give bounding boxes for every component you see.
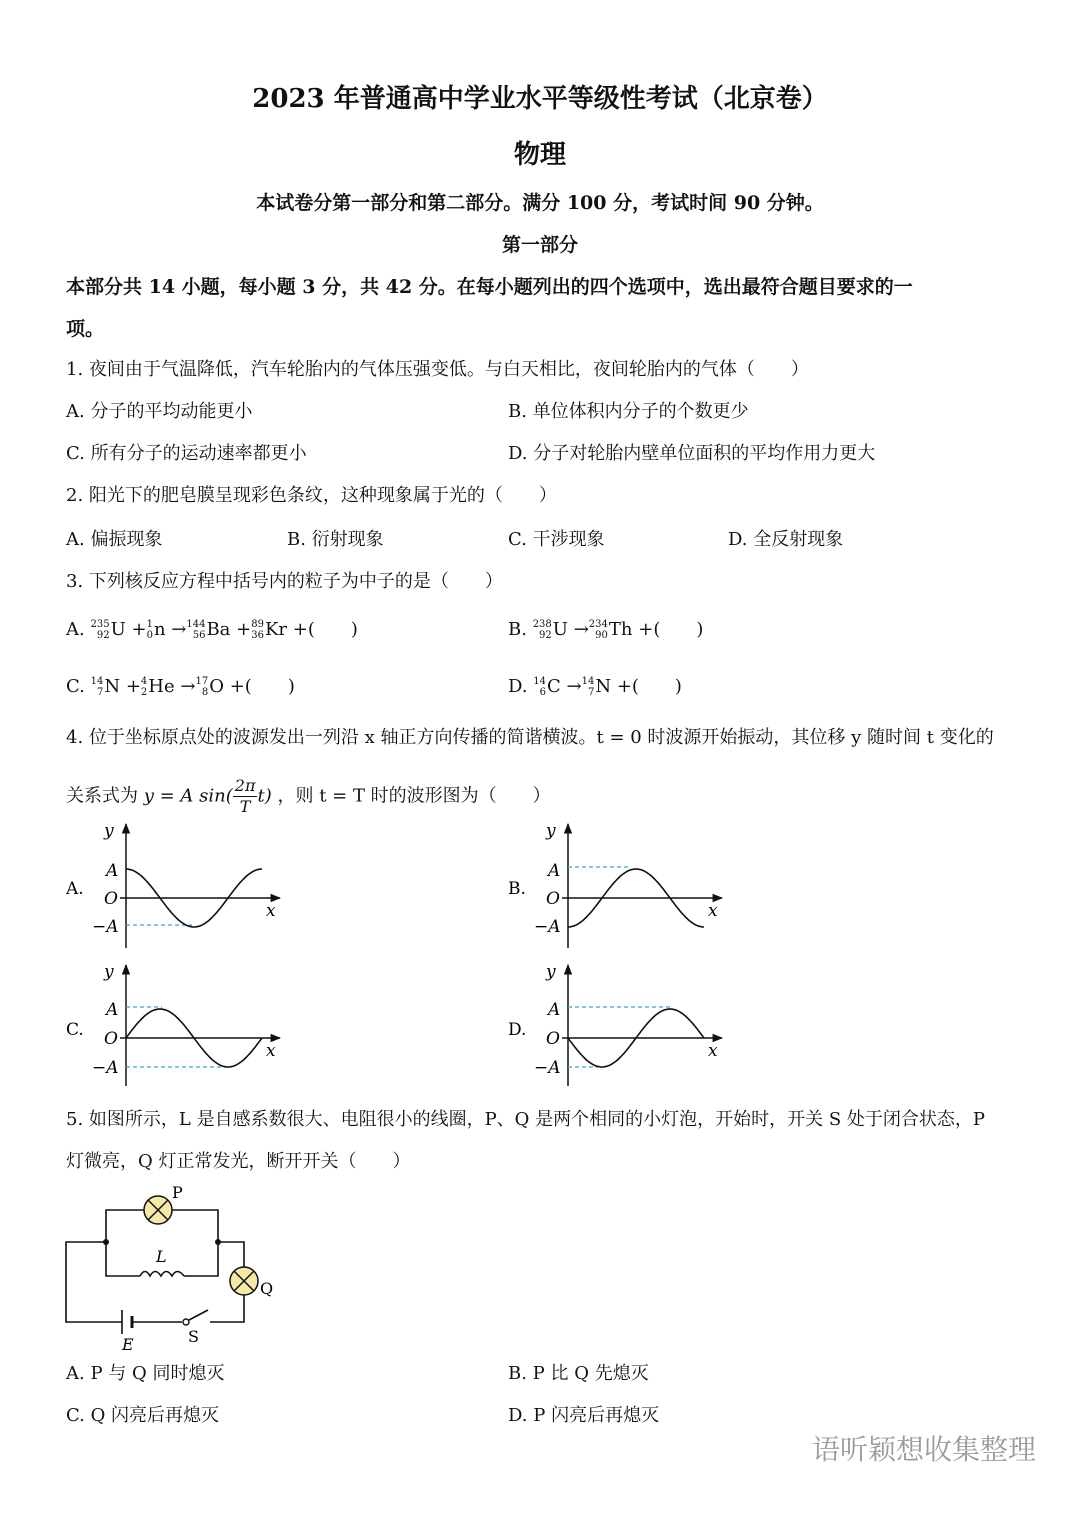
x-axis-label: x: [266, 901, 276, 921]
q5-option-b[interactable]: B. P 比 Q 先熄灭: [508, 1363, 649, 1384]
q5-circuit-diagram: [60, 1182, 300, 1354]
label-s: S: [188, 1327, 199, 1346]
subject-title: 物理: [513, 140, 566, 170]
junction-dot: [215, 1239, 221, 1245]
q5-option-c[interactable]: C. Q 闪亮后再熄灭: [66, 1405, 220, 1426]
watermark: 语听颖想收集整理: [812, 1433, 1037, 1466]
q3-option-c[interactable]: C. 14 7 N + 4 2 He → 17 8 O +( ): [66, 676, 295, 698]
q5-stem-line-1: 5. 如图所示，L 是自感系数很大、电阻很小的线圈，P、Q 是两个相同的小灯泡，开始时，开关 S 处于闭合状态，P: [66, 1109, 986, 1130]
amplitude-label: A: [548, 1000, 561, 1020]
bulb-q: [230, 1267, 258, 1295]
battery-e: [122, 1310, 132, 1334]
q4-option-b-label: B.: [508, 879, 526, 899]
amplitude-label: A: [106, 861, 119, 881]
origin-label: O: [104, 889, 118, 909]
label-e: E: [122, 1335, 134, 1354]
q3-option-b[interactable]: B. 238 92 U → 234 90 Th +( ): [508, 619, 704, 641]
inductor-coil: [140, 1272, 184, 1277]
q4-graph-a[interactable]: [65, 821, 280, 948]
x-axis-label: x: [708, 901, 718, 921]
q4-graph-c[interactable]: [66, 962, 280, 1086]
q4-stem-line-1: 4. 位于坐标原点处的波源发出一列沿 x 轴正方向传播的简谐横波。t = 0 时波源开始振动，其位移 y 随时间 t 变化的: [66, 727, 994, 748]
q5-option-d[interactable]: D. P 闪亮后再熄灭: [508, 1405, 660, 1426]
q5-stem-line-2: 灯微亮，Q 灯正常发光，断开开关（ ）: [66, 1151, 411, 1172]
q1-option-b[interactable]: B. 单位体积内分子的个数更少: [508, 401, 749, 422]
q3-option-a[interactable]: A. 235 92 U + 1 0 n → 144 56 Ba + 89 36 Kr +( ): [66, 619, 358, 641]
bulb-p: [144, 1196, 172, 1224]
q4-graph-b[interactable]: [508, 821, 722, 948]
y-axis-label: y: [104, 962, 114, 982]
exam-intro: 本试卷分第一部分和第二部分。满分 100 分，考试时间 90 分钟。: [256, 192, 824, 214]
y-axis-label: y: [104, 821, 114, 841]
exam-title: 2023 年普通高中学业水平等级性考试（北京卷）: [252, 84, 828, 114]
neg-amplitude-label: −A: [92, 917, 119, 937]
y-axis-label: y: [546, 962, 556, 982]
q1-stem: 1. 夜间由于气温降低，汽车轮胎内的气体压强变低。与白天相比，夜间轮胎内的气体（ ）: [66, 359, 809, 380]
q3-stem: 3. 下列核反应方程中括号内的粒子为中子的是（ ）: [66, 571, 503, 592]
q4-option-a-label: A.: [66, 879, 84, 899]
neg-amplitude-label: −A: [534, 917, 561, 937]
origin-label: O: [104, 1029, 118, 1049]
q3-option-d[interactable]: D. 14 6 C → 14 7 N +( ): [508, 676, 682, 698]
q1-option-a[interactable]: A. 分子的平均动能更小: [66, 401, 253, 422]
origin-label: O: [546, 1029, 560, 1049]
q1-option-d[interactable]: D. 分子对轮胎内壁单位面积的平均作用力更大: [508, 443, 876, 464]
instruction-line-2: 项。: [66, 318, 105, 340]
amplitude-label: A: [548, 861, 561, 881]
neg-amplitude-label: −A: [92, 1058, 119, 1078]
label-l: L: [156, 1247, 167, 1266]
q2-option-c[interactable]: C. 干涉现象: [508, 529, 605, 550]
q5-option-a[interactable]: A. P 与 Q 同时熄灭: [66, 1363, 225, 1384]
instruction-line-1: 本部分共 14 小题，每小题 3 分，共 42 分。在每小题列出的四个选项中，选出最符合题目要求的一: [66, 276, 913, 298]
y-axis-label: y: [546, 821, 556, 841]
neg-amplitude-label: −A: [534, 1058, 561, 1078]
label-p: P: [172, 1183, 183, 1202]
junction-dot: [103, 1239, 109, 1245]
label-q: Q: [260, 1279, 274, 1298]
q2-stem: 2. 阳光下的肥皂膜呈现彩色条纹，这种现象属于光的（ ）: [66, 485, 557, 506]
q2-option-a[interactable]: A. 偏振现象: [66, 529, 163, 550]
q4-graph-d[interactable]: [508, 962, 722, 1086]
origin-label: O: [546, 889, 560, 909]
q2-option-b[interactable]: B. 衍射现象: [287, 529, 384, 550]
amplitude-label: A: [106, 1000, 119, 1020]
x-axis-label: x: [266, 1041, 276, 1061]
q1-option-c[interactable]: C. 所有分子的运动速率都更小: [66, 443, 307, 464]
switch-s: [183, 1310, 208, 1325]
q4-option-d-label: D.: [508, 1020, 527, 1040]
q2-option-d[interactable]: D. 全反射现象: [728, 529, 844, 550]
x-axis-label: x: [708, 1041, 718, 1061]
q4-stem-line-2: 关系式为 y = A sin( $\frac{2\pi}{T}$ t) ，则 t = T 时的波形图为（ ）: [66, 776, 551, 816]
q4-option-c-label: C.: [66, 1020, 84, 1040]
q4-wave-graphs: [60, 818, 1020, 1086]
part-heading: 第一部分: [501, 234, 578, 256]
